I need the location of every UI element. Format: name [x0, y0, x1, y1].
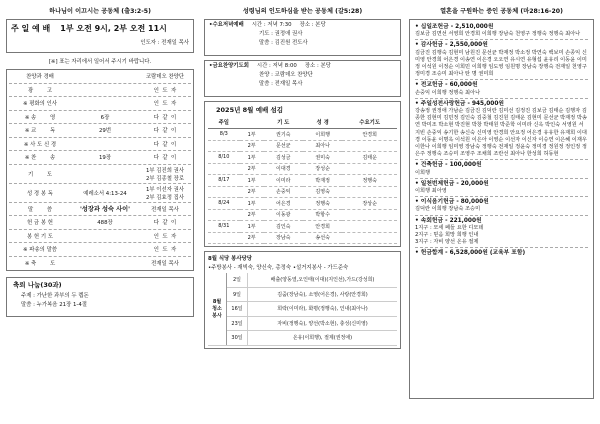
column-header: 성령님의 인도하심을 받는 공동체 (갈5:28) — [242, 8, 363, 15]
schedule-row — [208, 221, 397, 233]
order-row — [9, 203, 191, 217]
schedule-wed — [342, 186, 397, 198]
schedule-row — [208, 152, 397, 164]
order-detail: '성장과 성숙 사이' — [80, 206, 130, 214]
schedule-bible: 권미숙 — [303, 152, 342, 164]
order-item: 헌 금 봉 헌 — [27, 220, 53, 227]
divider — [415, 79, 588, 80]
offering-title: • 일천번제헌금 - 20,000원 — [415, 181, 588, 188]
schedule-pray: 어은경 — [264, 198, 303, 210]
order-item: ※ 축 도 — [24, 261, 56, 268]
schedule-svc: 2부 — [240, 140, 264, 152]
schedule-svc: 1부 — [240, 221, 264, 233]
schedule-header: 수요기도 — [342, 116, 397, 129]
wed-title: •수요저녁예배 — [209, 22, 244, 28]
schedule-wed — [342, 163, 397, 175]
fri-title: •금요찬양기도회 — [209, 63, 249, 69]
schedule-row — [208, 175, 397, 187]
order-item: 기 도 — [27, 171, 53, 178]
order-item: ※ 교 독 — [24, 128, 56, 135]
schedule-wed — [342, 221, 397, 233]
wed-place: 장소 : 본당 — [299, 22, 326, 28]
schedule-wed — [342, 232, 397, 244]
cleaning-names: 김줌(장남숙), 소영(어은경), 사랑(안경희) — [248, 287, 398, 302]
order-leader: 다 같 이 — [153, 114, 177, 121]
order-leader: 다 같 이 — [153, 220, 177, 227]
schedule-wed — [342, 140, 397, 152]
order-item: 성 경 봉 독 — [27, 190, 53, 197]
order-item: ※ 파송의 말씀 — [23, 247, 57, 254]
cleaning-row — [208, 302, 397, 317]
order-detail: 예레소서 4:13-24 — [83, 190, 127, 197]
service-title: 주 일 예 배 — [11, 24, 51, 33]
order-item: 찬양과 경배 — [26, 74, 54, 81]
service-leader: 인도자 : 전재일 목사 — [140, 40, 189, 46]
schedule-row — [208, 140, 397, 152]
fri-word: 말씀 : 전재일 목사 — [259, 81, 303, 87]
schedule-bible: 박재정 — [303, 175, 342, 187]
schedule-row — [208, 163, 397, 175]
order-leader: 1부 김진희 권사 2부 김종철 장로 — [145, 167, 185, 182]
order-leader: 인 도 자 — [153, 247, 177, 254]
schedule-pray: 손중익 — [264, 186, 303, 198]
cleaning-day: 30일 — [227, 331, 248, 346]
offering-title: • 이식음기헌금 - 80,000원 — [415, 199, 588, 206]
schedule-row — [208, 198, 397, 210]
cleaning-table — [208, 273, 397, 346]
order-of-worship — [6, 69, 194, 271]
offering-title: • 십일조헌금 - 2,510,000원 — [415, 24, 588, 31]
schedule-svc: 2부 — [240, 163, 264, 175]
schedule-svc: 2부 — [240, 209, 264, 221]
order-leader: 1부 이선자 권사 2부 김효정 집사 — [145, 186, 185, 201]
order-row — [9, 151, 191, 165]
schedule-svc: 1부 — [240, 198, 264, 210]
order-row — [9, 124, 191, 138]
cleaning-day: 23일 — [227, 316, 248, 331]
schedule-bible: 이희행 — [303, 129, 342, 141]
divider — [415, 98, 588, 99]
schedule-pray: 장남숙 — [264, 232, 303, 244]
order-leader: 전재일 목사 — [151, 261, 179, 268]
order-row — [9, 165, 191, 184]
order-item: ※ 사 도 신 경 — [23, 141, 57, 148]
schedule-date — [208, 186, 240, 198]
order-leader: 인 도 자 — [153, 101, 177, 108]
divider — [415, 247, 588, 248]
schedule-header — [240, 116, 264, 129]
divider — [415, 196, 588, 197]
order-item: 말 씀 — [27, 206, 53, 213]
offering-names: 손중익 이희행 정행숙 최아나 — [415, 89, 481, 96]
schedule-date: 8/31 — [208, 221, 240, 233]
column-header: 하나님이 이끄시는 공동체 (출3:2-5) — [49, 8, 151, 15]
schedule-header: 주일 — [208, 116, 240, 129]
cleaning-day: 2일 — [227, 273, 248, 287]
schedule-date — [208, 232, 240, 244]
cleaning-day: 16일 — [227, 302, 248, 317]
cleaning-row — [208, 316, 397, 331]
schedule-pray: 이대경 — [264, 163, 303, 175]
offering-title: • 감사헌금 - 2,550,000원 — [415, 42, 588, 49]
schedule-date: 8/17 — [208, 175, 240, 187]
feast-scripture: 말씀 : 누가복음 21장 1-4절 — [21, 302, 87, 308]
divider — [415, 215, 588, 216]
schedule-bible: 정행숙 — [303, 198, 342, 210]
schedule-svc: 1부 — [240, 175, 264, 187]
feast-theme: 주제 : 가난한 과부의 두 렙돈 — [21, 293, 89, 299]
feast-title: 축뢰 나눔(30과) — [13, 281, 62, 289]
schedule-date: 8/24 — [208, 198, 240, 210]
order-row — [9, 70, 191, 84]
schedule-row — [208, 129, 397, 141]
offering-column — [405, 0, 600, 424]
order-detail: 29번 — [98, 128, 112, 135]
order-row — [9, 216, 191, 230]
order-row — [9, 84, 191, 98]
volunteer-box — [204, 251, 401, 349]
offering-names: 강송정 권정애 가남순 김금진 김덕란 김미선 김정진 김보금 김태순 김행자 김종한 김현미 김민정 김인숙 김중철 김진원 김태운 김현미 문선균 박재정 박송연 박미조 박소현 박진현 박창 박태원 박준학 이미라 신옥 박인숙 서영원 서지빈 손중익 송기한 송신숙 신미영 안경희 안요정 어은경 유유한 유재희 이대경 이동윤 이명옥 이석원 이은아 이영순 이선자 이신자 이승연 이은혜 이재우 이한나 이희행 임미영 장남숙 정행숙 전재일 정윤숙 정미경 정원정 정인정 정은주 정행숙 조승미 조영주 조채희 조란선 최아나 한성희 허동현 — [415, 108, 589, 158]
order-row — [9, 243, 191, 257]
order-leader: 코람데오 찬양단 — [145, 74, 185, 81]
offering-title: • 전교헌금 - 60,000원 — [415, 82, 588, 89]
schedule-bible: 안경희 — [303, 221, 342, 233]
divider — [415, 159, 588, 160]
offering-names: 이희행 — [415, 169, 431, 176]
schedule-header: 성 경 — [303, 116, 342, 129]
order-leader: 전재일 목사 — [151, 206, 179, 213]
schedule-pray: 김인숙 — [264, 221, 303, 233]
schedule-table — [208, 116, 397, 244]
order-row — [9, 111, 191, 125]
worship-column — [0, 0, 200, 424]
schedule-date — [208, 163, 240, 175]
volunteer-kitchen: •주방봉사 - 재빅숙, 양신숙, 총정숙 •설거지봉사 - 가드준숙 — [208, 265, 349, 271]
order-row — [9, 184, 191, 203]
schedule-bible: 송선숙 — [303, 232, 342, 244]
schedule-wed — [342, 209, 397, 221]
schedule-row — [208, 209, 397, 221]
schedule-bible: 김영숙 — [303, 186, 342, 198]
wed-word: 말씀 : 김진원 전도사 — [259, 40, 308, 46]
schedule-svc: 2부 — [240, 232, 264, 244]
schedule-svc: 1부 — [240, 129, 264, 141]
offering-names: 김보금 김면선 서영희 안경희 이희행 장남숙 천영구 정행숙 정행숙 최아나 — [415, 31, 581, 38]
order-leader: 다 같 이 — [153, 155, 177, 162]
schedule-date: 8/10 — [208, 152, 240, 164]
fri-praise: 찬양 : 코람데오 찬양단 — [259, 72, 313, 78]
order-item: ※ 평화의 인사 — [23, 101, 57, 108]
cleaning-names: 자비(정행숙), 양선(박소현), 충성(신미영) — [248, 316, 398, 331]
offering-names: 김덕란 이희행 장남숙 조승미 — [415, 206, 481, 213]
volunteer-title: 8월 식당 봉사당당 — [208, 256, 252, 262]
order-item: 광 고 — [27, 87, 53, 94]
offering-title: • 건축헌금 - 100,000원 — [415, 162, 588, 169]
order-detail: 6장 — [100, 114, 110, 121]
schedule-wed: 김태운 — [342, 152, 397, 164]
ministry-column — [200, 0, 405, 424]
schedule-wed: 정행숙 — [342, 175, 397, 187]
order-row — [9, 97, 191, 111]
offering-names: 이희행 최아영 — [415, 188, 447, 195]
divider — [415, 178, 588, 179]
schedule-bible: 박항수 — [303, 209, 342, 221]
schedule-svc: 2부 — [240, 186, 264, 198]
offering-names: 1지구 : 모세 페들 요한 디모데 2지구 : 믿음 희망 희행 인내 3지구 : 자비 양선 온유 절제 — [415, 224, 484, 246]
order-detail: 488장 — [97, 220, 113, 227]
offering-names: 김금진 김행숙 김현미 남원진 문선균 박재정 박소정 박연숙 백보미 손종익 신미영 안경희 어은경 이송연 이은경 오오연 유시연 유형섭 윤유리 이동윤 이미정 이석원 이정순 이희민 이희행 임도영 임원명 장남숙 장행숙 전재일 천영구 정미경 조승미 최아나 탄 명 권미희 — [415, 49, 589, 78]
offering-title: • 주일성전사랑헌금 - 945,000원 — [415, 101, 588, 108]
fri-place: 장소 : 본당 — [304, 63, 331, 69]
schedule-pray: 이동광 — [264, 209, 303, 221]
divider — [415, 39, 588, 40]
schedule-bible: 장성순 — [303, 163, 342, 175]
cleaning-day: 9일 — [227, 287, 248, 302]
cleaning-names: 온유(이희행), 절제(권정애) — [248, 331, 398, 346]
schedule-wed: 안경희 — [342, 129, 397, 141]
column-header: 열혼을 구원하는 증인 공동체 (마28:16-20) — [440, 8, 563, 15]
schedule-bible: 최아나 — [303, 140, 342, 152]
fri-time: 시간 : 저녁 8:00 — [256, 63, 297, 69]
schedule-svc: 1부 — [240, 152, 264, 164]
offering-total: • 헌금합계 - 6,528,000원 (교육부 포함) — [415, 250, 588, 257]
order-detail: 19장 — [98, 155, 112, 162]
offering-title: • 속회헌금 - 221,000원 — [415, 218, 588, 225]
service-box — [6, 19, 194, 53]
cleaning-row — [208, 287, 397, 302]
order-leader: 다 같 이 — [153, 141, 177, 148]
wed-time: 시간 : 저녁 7:30 — [251, 22, 292, 28]
order-leader: 다 같 이 — [153, 128, 177, 135]
schedule-date: 8/3 — [208, 129, 240, 141]
offering-box — [409, 19, 594, 399]
order-row — [9, 257, 191, 271]
order-item: ※ 송 영 — [24, 114, 56, 121]
wednesday-service — [204, 19, 401, 56]
order-item: ※ 찬 송 — [24, 155, 56, 162]
schedule-pray: 김성금 — [264, 152, 303, 164]
service-times: 1부 오전 9시, 2부 오전 11시 — [60, 24, 167, 33]
schedule-pray: 이미라 — [264, 175, 303, 187]
order-row — [9, 230, 191, 244]
stand-notice: [※] 표는 자리에서 일어서 주시기 바랍니다. — [48, 59, 152, 65]
schedule-box — [204, 101, 401, 247]
order-row — [9, 138, 191, 152]
schedule-pray: 권기숙 — [264, 129, 303, 141]
schedule-title: 2025년 8월 예배 섬김 — [216, 106, 284, 114]
cleaning-names: 배출(양동열,오인태(이대)(지인선),가드(강성희) — [248, 273, 398, 287]
friday-service — [204, 60, 401, 97]
schedule-wed: 장상순 — [342, 198, 397, 210]
schedule-date — [208, 209, 240, 221]
order-leader: 인 도 자 — [153, 87, 177, 94]
cleaning-row — [208, 331, 397, 346]
wed-prayer: 기도 : 권정애 권사 — [259, 31, 303, 37]
schedule-pray: 문선균 — [264, 140, 303, 152]
schedule-header: 기 도 — [264, 116, 303, 129]
cleaning-label: 8월 청소 봉사 — [208, 273, 227, 345]
cleaning-row — [208, 273, 397, 287]
order-leader: 인 도 자 — [153, 233, 177, 240]
schedule-row — [208, 186, 397, 198]
schedule-date — [208, 140, 240, 152]
order-item: 봉 헌 기 도 — [27, 233, 53, 240]
cleaning-names: 희락(이미라), 화평(정행숙), 인내(최아나) — [248, 302, 398, 317]
feast-box — [6, 277, 194, 317]
schedule-row — [208, 232, 397, 244]
